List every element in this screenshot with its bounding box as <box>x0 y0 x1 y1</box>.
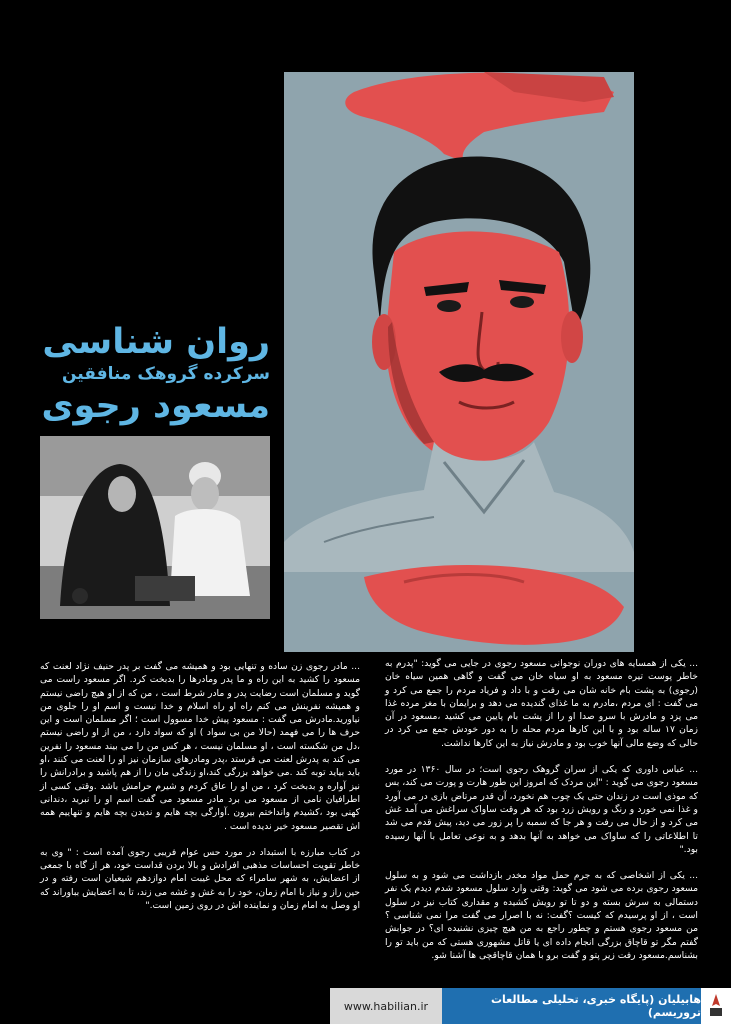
upper-hand-icon <box>345 72 614 162</box>
paragraph: در کتاب مبارزه با استبداد در مورد حس عوام فریبی رجوی آمده است : " وی به خاطر تقویت احساسات مذهبی افرادش و بالا بردن قداست خود، هر از گاه با جمعی از اعضایش، به شهر سامراء که محل غیبت امام دوازدهم شیعیان است رفته و در حین راز و نیاز با امام زمان، خود را به غش و غشه می زند، تا به اعضایش بباوراند که او وصل به امام زمان و نماینده اش در روی زمین است." <box>40 846 360 912</box>
footer-bar <box>330 988 731 1024</box>
site-name: هابیلیان (پایگاه خبری، تحلیلی مطالعات تروریسم) <box>442 988 701 1024</box>
paragraph: ... یکی از همسایه های دوران نوجوانی مسعود رجوی در جایی می گوید: "پدرم به خاطر پوست تیره مسعود به او سیاه خان می گفت و گاهی همین سیاه خان (رجوی) به پشت بام خانه شان می رفت و با داد و فریاد مردم را جمع می کرد و می گفت : ای مردم ،مادرم به ما غذای گندیده می دهد و برایمان با مغز مرده غذا می پزد و مادرش با سرو صدا او را از پشت بام پایین می کشید ،مسعود در آن زمان ۱۷ ساله بود و با این کارها مردم محله را به دور خودش جمع می کرد در حالی که وضع مالی آنها خوب بود و مادرش نیاز به این کارها نداشت. <box>385 658 698 749</box>
paragraph: ... مادر رجوی زن ساده و تنهایی بود و همیشه می گفت بر پدر حنیف نژاد لعنت که مسعود را کشید به این راه و ما پدر ومادرها را بدبخت کرد. اگر مسعود راست می گوید و مسلمان است رضایت پدر و مادر شرط است ، من که از او هیچ راضی نیستم و همیشه نفرینش می کنم راه او راه اسلام و خدا نیست و اسم او را جلوی من نیاورید.مادرش می گفت : مسعود پیش خدا مسوول است ؛ اگر مسلمان است و این حرف ها را می فهمد (حالا من بی سواد ) او که سواد دارد ، من از او راضی نیستم ،دل من شکسته است ، او مسلمان نیست ، هر کس من را می بیند مسعود را نفرین می کند به پدرش لعنت می فرستد ،پدر ومادرهای سازمان نیز او را لعنت می کنند ،او باید بیاید توبه کند .می خواهد بزرگی کند،او زندگی مان را از هم پاشید و برادرانش را نیز آواره و بدبخت کرد ، من او را عاق کردم و شیرم حرامش باشد .وقتی کسی از اطرافیان نامی از مسعود می برد مادر مسعود می گفت اسم او را نبرید ،دندانی کهنی بود ،کشیدم وانداختم بیرون .آوارگی بچه هایم و ندیدن بچه هایم و تنهاییم همه اش تقصیر مسعود خیر ندیده است . <box>40 661 360 832</box>
habilian-logo-icon <box>701 988 731 1024</box>
portrait-poster <box>284 72 634 652</box>
portrait-illustration <box>284 72 634 652</box>
article-column-left <box>40 660 360 925</box>
title-subtitle: سرکرده گروهک منافقین <box>61 364 270 384</box>
paragraph: ... یکی از اشخاصی که به جرم حمل مواد مخدر بازداشت می شود و به سلول مسعود رجوی برده می شود می گوید: وقتی وارد سلول مسعود شدم دیدم یک نفر دستمالی به سرش بسته و دو تا تو رویش کشیده و مقداری کتاب نیز در سلول است ، از او پرسیدم که کیست ؟گفت: نه با اصرار می گفت مرا نمی شناسی ؟ من مسعود رجوی هستم و چطور راجع به من هیچ چیزی نشنیده ای؟ در جوابش گفتم مگر تو قاچاق بزرگی انجام داده ای یا قاتل مشهوری هستی که من باید تو را بشناسم.مسعود رفت زیر پتو و گفت برو با همان قاچاقچی ها آشنا شو. <box>385 870 698 961</box>
paragraph: ... عباس داوری که یکی از سران گروهک رجوی است؛ در سال ۱۳۶۰ در مورد مسعود رجوی می گوید : "این مردک که امروز این طور هارت و پورت می کند، بس که موذی است در زندان حتی یک چوب هم نخورد، آن قدر مرتاض بازی در می آورد و غذا نمی خورد و رنگ و رویش زرد بود که هر وقت ساواک سراغش می آمد غش می کرد و از حال می رفت و هر جا که سمبه را پر زور می دید، پیش قدم می شد تا اطلاعاتی را که ساواک می خواهد به آنها بدهد و به نوعی تعامل با آنها رسیده بود." <box>385 764 698 855</box>
title-main: روان شناسی <box>42 322 270 362</box>
shirt-shape <box>284 442 634 572</box>
title-block <box>26 322 270 426</box>
website-url[interactable]: www.habilian.ir <box>330 988 442 1024</box>
article-column-right <box>385 657 698 975</box>
family-photo <box>40 436 270 619</box>
family-photo-illustration <box>40 436 270 619</box>
title-name: مسعود رجوی <box>41 386 270 426</box>
lower-hand-icon <box>364 565 624 645</box>
